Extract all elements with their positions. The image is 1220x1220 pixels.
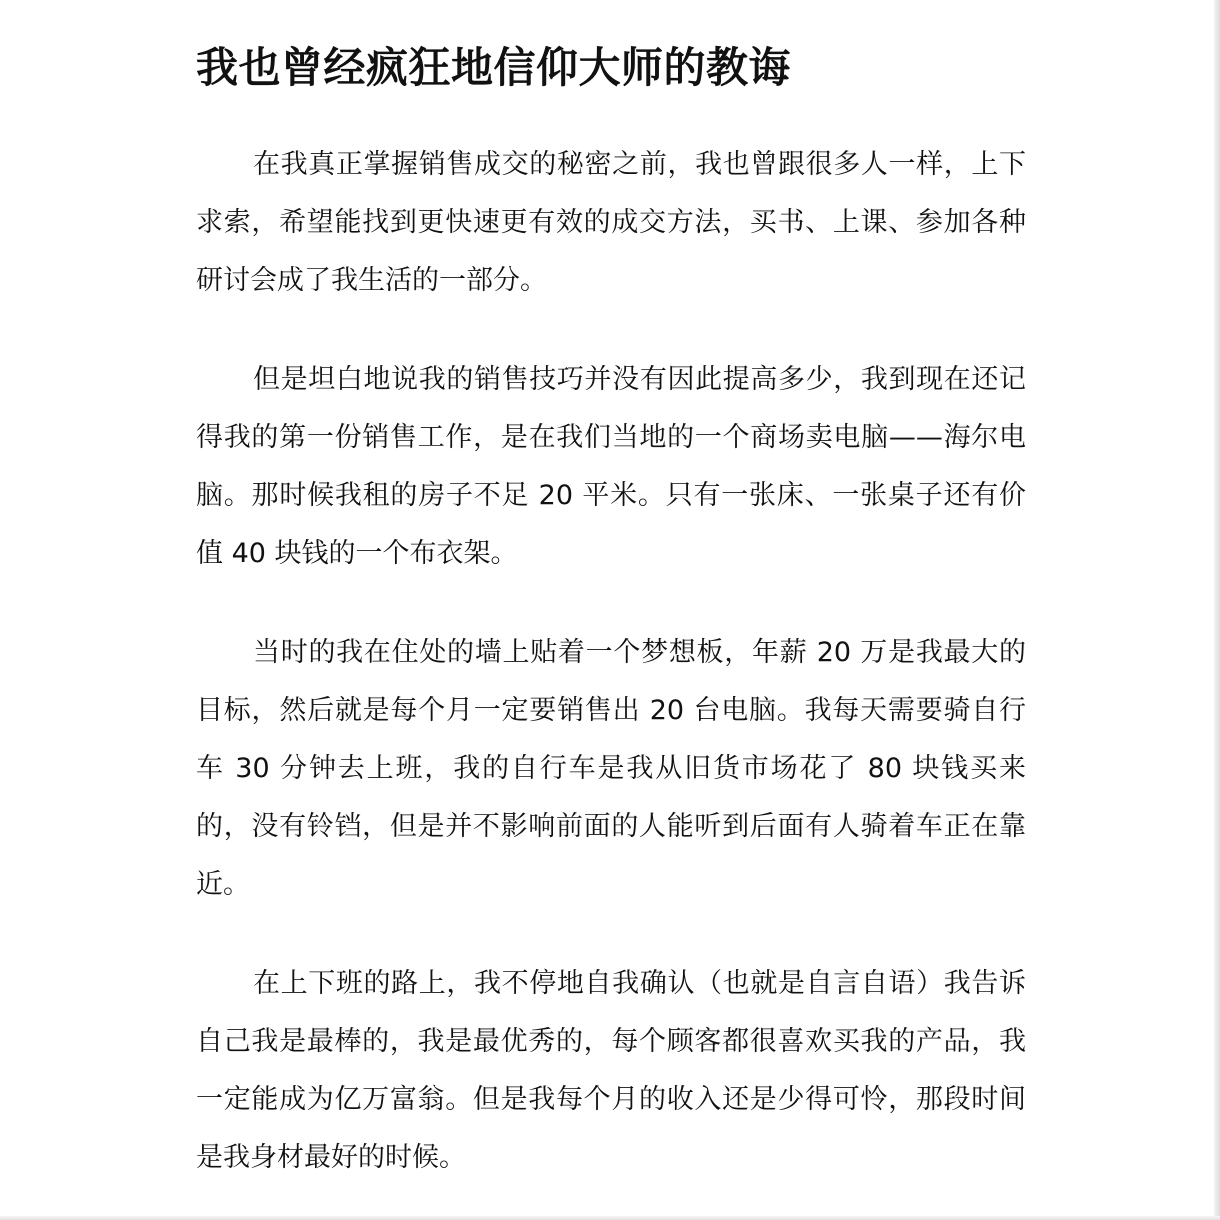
paragraph-3: 当时的我在住处的墙上贴着一个梦想板，年薪 20 万是我最大的目标，然后就是每个月一定要销售出 20 台电脑。我每天需要骑自行车 30 分钟去上班，我的自行车是我从旧货市场花了 80 块钱买来的，没有铃铛，但是并不影响前面的人能听到后面有人骑着车正在靠近。	[196, 637, 1026, 900]
paragraph-2: 但是坦白地说我的销售技巧并没有因此提高多少，我到现在还记得我的第一份销售工作，是在我们当地的一个商场卖电脑——海尔电脑。那时候我租的房子不足 20 平米。只有一张床、一张桌子还有价值 40 块钱的一个布衣架。	[196, 364, 1026, 569]
page-edge-shadow	[1214, 0, 1220, 1220]
paragraph-4: 在上下班的路上，我不停地自我确认（也就是自言自语）我告诉自己我是最棒的，我是最优秀的，每个顾客都很喜欢买我的产品，我一定能成为亿万富翁。但是我每个月的收入还是少得可怜，那段时间是我身材最好的时候。	[196, 968, 1026, 1173]
page-title: 我也曾经疯狂地信仰大师的教诲	[196, 43, 792, 92]
document-body	[196, 36, 1026, 1187]
paragraph-1: 在我真正掌握销售成交的秘密之前，我也曾跟很多人一样，上下求索，希望能找到更快速更有效的成交方法，买书、上课、参加各种研讨会成了我生活的一部分。	[196, 149, 1026, 296]
page-bottom-edge	[0, 1216, 1220, 1220]
